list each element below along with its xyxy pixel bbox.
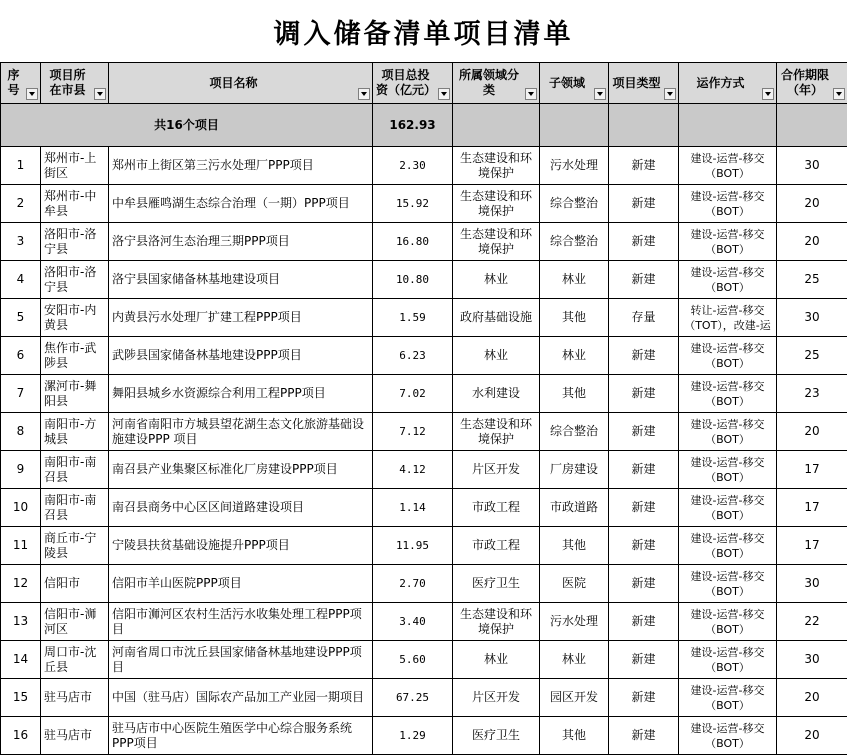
cell-type: 新建 (609, 527, 679, 565)
cell-city: 周口市-沈丘县 (41, 641, 109, 679)
cell-type: 存量 (609, 299, 679, 337)
cell-subfield: 污水处理 (540, 147, 609, 185)
cell-field: 片区开发 (453, 451, 540, 489)
cell-no: 15 (1, 679, 41, 717)
cell-no: 14 (1, 641, 41, 679)
summary-total: 162.93 (373, 104, 453, 147)
cell-type: 新建 (609, 451, 679, 489)
cell-project-name: 南召县产业集聚区标准化厂房建设PPP项目 (109, 451, 373, 489)
filter-dropdown-icon[interactable] (833, 88, 845, 100)
cell-project-name: 中国（驻马店）国际农产品加工产业园一期项目 (109, 679, 373, 717)
cell-subfield: 综合整治 (540, 413, 609, 451)
cell-operation-mode: 建设-运营-移交（BOT） (679, 489, 777, 527)
cell-field: 市政工程 (453, 489, 540, 527)
table-row (1, 527, 847, 565)
cell-field: 生态建设和环境保护 (453, 603, 540, 641)
cell-operation-mode: 建设-运营-移交（BOT） (679, 679, 777, 717)
cell-field: 片区开发 (453, 679, 540, 717)
filter-dropdown-icon[interactable] (594, 88, 606, 100)
cell-subfield: 林业 (540, 641, 609, 679)
cell-project-name: 舞阳县城乡水资源综合利用工程PPP项目 (109, 375, 373, 413)
cell-operation-mode: 建设-运营-移交（BOT） (679, 641, 777, 679)
cell-subfield: 综合整治 (540, 185, 609, 223)
cell-term: 25 (777, 261, 847, 299)
cell-investment: 16.80 (373, 223, 453, 261)
cell-no: 8 (1, 413, 41, 451)
table-row (1, 603, 847, 641)
cell-project-name: 河南省周口市沈丘县国家储备林基地建设PPP项目 (109, 641, 373, 679)
cell-project-name: 中牟县雁鸣湖生态综合治理（一期）PPP项目 (109, 185, 373, 223)
col-header-subfield: 子领域 (540, 63, 609, 104)
table-row (1, 451, 847, 489)
cell-project-name: 洛宁县洛河生态治理三期PPP项目 (109, 223, 373, 261)
cell-field: 林业 (453, 337, 540, 375)
cell-operation-mode: 建设-运营-移交（BOT） (679, 375, 777, 413)
cell-investment: 5.60 (373, 641, 453, 679)
cell-no: 10 (1, 489, 41, 527)
cell-operation-mode: 转让-运营-移交（TOT），改建-运 (679, 299, 777, 337)
cell-city: 焦作市-武陟县 (41, 337, 109, 375)
cell-city: 安阳市-内黄县 (41, 299, 109, 337)
cell-type: 新建 (609, 223, 679, 261)
table-row (1, 223, 847, 261)
cell-investment: 15.92 (373, 185, 453, 223)
cell-field: 生态建设和环境保护 (453, 185, 540, 223)
project-table (0, 62, 847, 755)
cell-term: 30 (777, 565, 847, 603)
cell-no: 2 (1, 185, 41, 223)
cell-operation-mode: 建设-运营-移交（BOT） (679, 603, 777, 641)
cell-project-name: 信阳市羊山医院PPP项目 (109, 565, 373, 603)
cell-field: 医疗卫生 (453, 717, 540, 755)
cell-type: 新建 (609, 717, 679, 755)
cell-operation-mode: 建设-运营-移交（BOT） (679, 565, 777, 603)
cell-subfield: 其他 (540, 299, 609, 337)
cell-city: 信阳市 (41, 565, 109, 603)
table-row (1, 641, 847, 679)
table-row (1, 261, 847, 299)
cell-no: 5 (1, 299, 41, 337)
cell-no: 4 (1, 261, 41, 299)
cell-city: 漯河市-舞阳县 (41, 375, 109, 413)
cell-term: 20 (777, 679, 847, 717)
cell-subfield: 其他 (540, 375, 609, 413)
cell-no: 16 (1, 717, 41, 755)
filter-dropdown-icon[interactable] (664, 88, 676, 100)
table-row (1, 185, 847, 223)
col-header-invest: 项目总投资（亿元） (373, 63, 453, 104)
cell-investment: 1.14 (373, 489, 453, 527)
cell-type: 新建 (609, 565, 679, 603)
cell-field: 水利建设 (453, 375, 540, 413)
cell-project-name: 洛宁县国家储备林基地建设项目 (109, 261, 373, 299)
cell-operation-mode: 建设-运营-移交（BOT） (679, 261, 777, 299)
cell-no: 1 (1, 147, 41, 185)
cell-city: 洛阳市-洛宁县 (41, 261, 109, 299)
cell-term: 30 (777, 299, 847, 337)
cell-operation-mode: 建设-运营-移交（BOT） (679, 413, 777, 451)
cell-investment: 1.29 (373, 717, 453, 755)
table-row (1, 565, 847, 603)
filter-dropdown-icon[interactable] (94, 88, 106, 100)
cell-city: 南阳市-南召县 (41, 489, 109, 527)
cell-term: 25 (777, 337, 847, 375)
filter-dropdown-icon[interactable] (438, 88, 450, 100)
table-row (1, 413, 847, 451)
cell-term: 30 (777, 641, 847, 679)
cell-operation-mode: 建设-运营-移交（BOT） (679, 223, 777, 261)
filter-dropdown-icon[interactable] (26, 88, 38, 100)
cell-project-name: 南召县商务中心区区间道路建设项目 (109, 489, 373, 527)
sheet-title: 调入储备清单项目清单 (273, 18, 574, 50)
cell-term: 20 (777, 717, 847, 755)
cell-project-name: 宁陵县扶贫基础设施提升PPP项目 (109, 527, 373, 565)
cell-subfield: 林业 (540, 261, 609, 299)
header-row (1, 63, 847, 104)
cell-subfield: 其他 (540, 717, 609, 755)
summary-label: 共16个项目 (1, 104, 373, 147)
cell-investment: 7.02 (373, 375, 453, 413)
col-header-no: 序号 (1, 63, 41, 104)
cell-type: 新建 (609, 413, 679, 451)
col-header-term: 合作期限（年） (777, 63, 847, 104)
cell-type: 新建 (609, 375, 679, 413)
cell-term: 17 (777, 451, 847, 489)
cell-type: 新建 (609, 261, 679, 299)
cell-type: 新建 (609, 147, 679, 185)
cell-term: 20 (777, 223, 847, 261)
table-row (1, 375, 847, 413)
cell-project-name: 郑州市上街区第三污水处理厂PPP项目 (109, 147, 373, 185)
cell-subfield: 园区开发 (540, 679, 609, 717)
cell-investment: 11.95 (373, 527, 453, 565)
cell-field: 生态建设和环境保护 (453, 413, 540, 451)
cell-investment: 2.70 (373, 565, 453, 603)
cell-field: 生态建设和环境保护 (453, 223, 540, 261)
col-header-mode: 运作方式 (679, 63, 777, 104)
cell-subfield: 污水处理 (540, 603, 609, 641)
cell-term: 22 (777, 603, 847, 641)
table-row (1, 489, 847, 527)
cell-city: 南阳市-南召县 (41, 451, 109, 489)
cell-no: 12 (1, 565, 41, 603)
cell-project-name: 内黄县污水处理厂扩建工程PPP项目 (109, 299, 373, 337)
summary-row (1, 104, 847, 147)
cell-investment: 67.25 (373, 679, 453, 717)
cell-subfield: 医院 (540, 565, 609, 603)
col-header-field: 所属领域分类 (453, 63, 540, 104)
cell-project-name: 河南省南阳市方城县望花湖生态文化旅游基础设施建设PPP 项目 (109, 413, 373, 451)
filter-dropdown-icon[interactable] (762, 88, 774, 100)
cell-type: 新建 (609, 489, 679, 527)
cell-type: 新建 (609, 337, 679, 375)
filter-dropdown-icon[interactable] (358, 88, 370, 100)
cell-no: 13 (1, 603, 41, 641)
filter-dropdown-icon[interactable] (525, 88, 537, 100)
cell-term: 30 (777, 147, 847, 185)
cell-type: 新建 (609, 185, 679, 223)
cell-subfield: 厂房建设 (540, 451, 609, 489)
cell-field: 生态建设和环境保护 (453, 147, 540, 185)
cell-investment: 2.30 (373, 147, 453, 185)
cell-operation-mode: 建设-运营-移交（BOT） (679, 185, 777, 223)
cell-subfield: 综合整治 (540, 223, 609, 261)
cell-subfield: 林业 (540, 337, 609, 375)
cell-city: 驻马店市 (41, 717, 109, 755)
cell-investment: 3.40 (373, 603, 453, 641)
cell-city: 信阳市-浉河区 (41, 603, 109, 641)
cell-field: 林业 (453, 641, 540, 679)
cell-no: 11 (1, 527, 41, 565)
cell-term: 17 (777, 527, 847, 565)
cell-city: 商丘市-宁陵县 (41, 527, 109, 565)
cell-investment: 4.12 (373, 451, 453, 489)
cell-city: 驻马店市 (41, 679, 109, 717)
cell-operation-mode: 建设-运营-移交（BOT） (679, 147, 777, 185)
cell-term: 23 (777, 375, 847, 413)
col-header-city: 项目所在市县 (41, 63, 109, 104)
cell-operation-mode: 建设-运营-移交（BOT） (679, 527, 777, 565)
cell-investment: 7.12 (373, 413, 453, 451)
cell-city: 南阳市-方城县 (41, 413, 109, 451)
cell-operation-mode: 建设-运营-移交（BOT） (679, 337, 777, 375)
cell-project-name: 信阳市浉河区农村生活污水收集处理工程PPP项目 (109, 603, 373, 641)
table-row (1, 717, 847, 755)
col-header-name: 项目名称 (109, 63, 373, 104)
table-row (1, 337, 847, 375)
cell-term: 20 (777, 185, 847, 223)
cell-operation-mode: 建设-运营-移交（BOT） (679, 451, 777, 489)
cell-field: 医疗卫生 (453, 565, 540, 603)
cell-no: 3 (1, 223, 41, 261)
cell-field: 市政工程 (453, 527, 540, 565)
cell-subfield: 其他 (540, 527, 609, 565)
cell-field: 林业 (453, 261, 540, 299)
cell-investment: 1.59 (373, 299, 453, 337)
cell-project-name: 驻马店市中心医院生殖医学中心综合服务系统PPP项目 (109, 717, 373, 755)
cell-investment: 6.23 (373, 337, 453, 375)
cell-city: 郑州市-中牟县 (41, 185, 109, 223)
cell-investment: 10.80 (373, 261, 453, 299)
cell-no: 7 (1, 375, 41, 413)
cell-subfield: 市政道路 (540, 489, 609, 527)
cell-type: 新建 (609, 641, 679, 679)
cell-project-name: 武陟县国家储备林基地建设PPP项目 (109, 337, 373, 375)
table-row (1, 299, 847, 337)
cell-no: 6 (1, 337, 41, 375)
cell-term: 17 (777, 489, 847, 527)
cell-city: 郑州市-上街区 (41, 147, 109, 185)
table-row (1, 147, 847, 185)
cell-no: 9 (1, 451, 41, 489)
cell-field: 政府基础设施 (453, 299, 540, 337)
cell-type: 新建 (609, 679, 679, 717)
cell-term: 20 (777, 413, 847, 451)
cell-city: 洛阳市-洛宁县 (41, 223, 109, 261)
col-header-type: 项目类型 (609, 63, 679, 104)
cell-operation-mode: 建设-运营-移交（BOT） (679, 717, 777, 755)
table-row (1, 679, 847, 717)
cell-type: 新建 (609, 603, 679, 641)
